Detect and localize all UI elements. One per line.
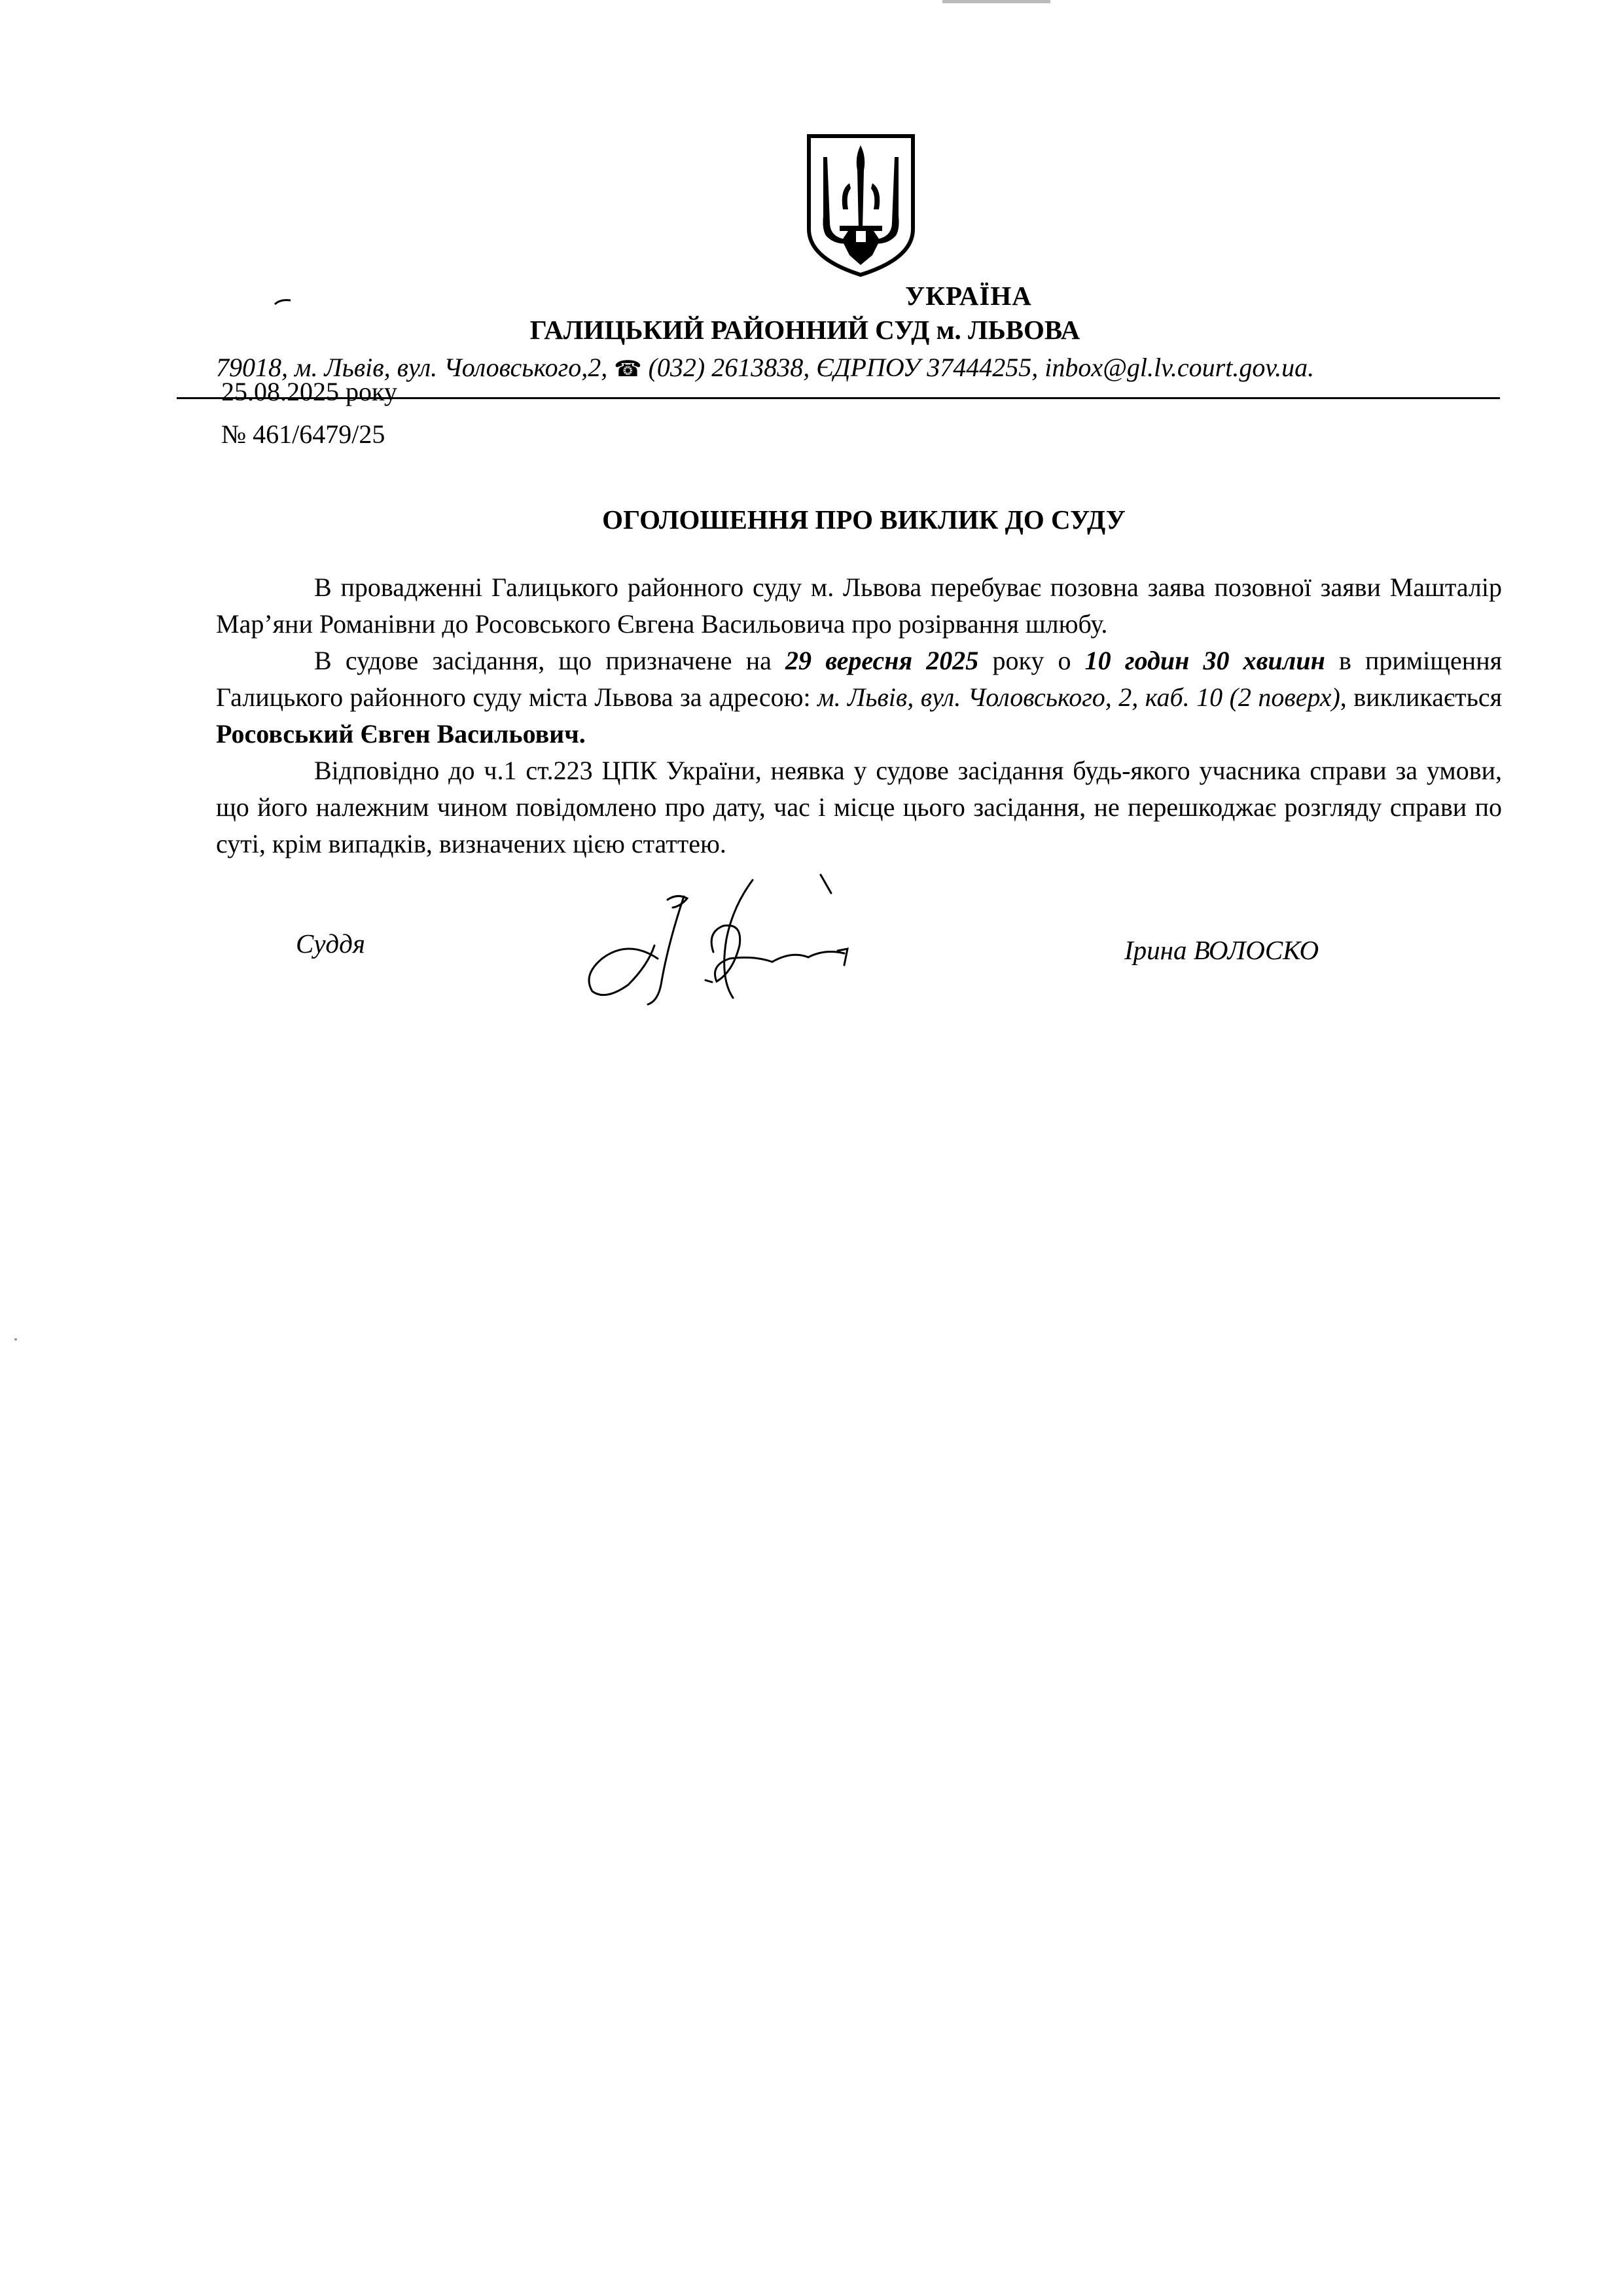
paragraph-proceedings: В провадженні Галицького районного суду м. Львова перебуває позовна заява позовної заяви Машталір Мар’яни Романівни до Росовського Євгена Васильовича про розірвання шлюбу. [216, 573, 1502, 639]
document-title: ОГОЛОШЕННЯ ПРО ВИКЛИК ДО СУДУ [602, 504, 1126, 535]
contacts-text: (032) 2613838, ЄДРПОУ 37444255, inbox@gl.lv.court.gov.ua. [641, 353, 1315, 382]
court-address-line [216, 352, 1492, 383]
phone-icon: ☎ [614, 357, 642, 381]
trident-coat-of-arms-icon [804, 131, 918, 278]
document-body [216, 569, 1502, 862]
signer-name: Ірина ВОЛОСКО [1124, 935, 1319, 965]
paragraph-hearing [216, 643, 1502, 752]
hearing-text: В судове засідання, що призначене на [314, 646, 786, 675]
hearing-text: в приміщення Галицького районного суду міста Львова за адресою: [216, 646, 1502, 712]
country-name: УКРАЇНА [905, 281, 1032, 311]
scan-mark [942, 0, 1050, 3]
handwritten-signature-icon [556, 867, 910, 1011]
hearing-text: , викликається [1340, 682, 1503, 712]
hearing-address: м. Львів, вул. Чоловського, 2, каб. 10 (2 поверх) [817, 682, 1340, 712]
summoned-person: Росовський Євген Васильович. [216, 719, 586, 749]
paragraph-legal-basis: Відповідно до ч.1 ст.223 ЦПК України, неявка у судове засідання будь-якого учасника справи за умови, що його належним чином повідомлено про дату, час і місце цього засідання, не перешкоджає розгляду справи по суті, крім випадків, визначених цією статтею. [216, 756, 1502, 858]
scan-speck [14, 1338, 17, 1341]
document-date: 25.08.2025 року [221, 377, 397, 406]
signer-role: Суддя [296, 928, 365, 959]
hearing-text: року о [978, 646, 1085, 675]
court-name: ГАЛИЦЬКИЙ РАЙОННИЙ СУД м. ЛЬВОВА [529, 315, 1080, 345]
hearing-date: 29 вересня 2025 [785, 646, 979, 675]
case-number: № 461/6479/25 [221, 419, 385, 449]
address-text: 79018, м. Львів, вул. Чоловського,2, [216, 353, 615, 382]
hearing-time: 10 годин 30 хвилин [1084, 646, 1325, 675]
